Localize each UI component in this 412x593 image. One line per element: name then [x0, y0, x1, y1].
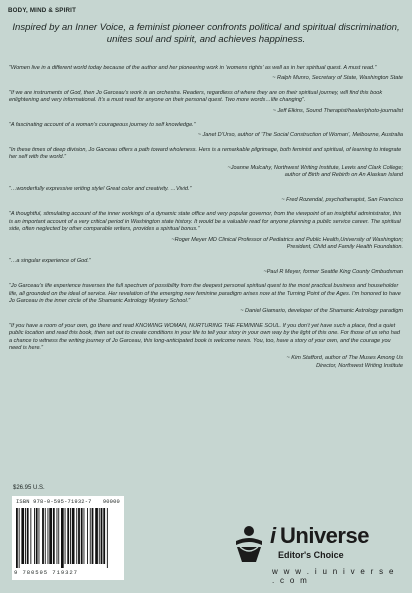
price-code: 90000	[102, 499, 120, 505]
endorsement	[9, 211, 403, 251]
barcode-bar	[99, 508, 100, 564]
barcode-bar	[48, 508, 49, 564]
endorsement-attribution: ~ Kim Stafford, author of The Muses Among Us	[286, 355, 403, 362]
barcode-bar	[87, 508, 88, 564]
endorsement	[9, 283, 403, 316]
endorsement-quote: “If we are instruments of God, then Jo Garceau’s work is an orchestra. Readers, regardless of where they are on their spiritual journey, will find this book enlightening and very informational. It’s a must read for anyone on their personal quest. Two more words…life changing”.	[9, 89, 383, 104]
logo-brand-i: i	[270, 523, 277, 548]
barcode-bar	[67, 508, 69, 564]
endorsement-attribution: ~ Fred Rozendal, psychotherapist, San Francisco	[281, 196, 403, 203]
barcode-bar	[39, 508, 40, 564]
barcode-bar	[103, 508, 105, 564]
barcode-bar	[45, 508, 46, 564]
endorsement-quote: “Jo Garceau’s life experience traverses the full spectrum of possibility from the deepest personal spiritual quest to the most practical business and householder life, all grounded on the ideal of service. Her revelation of the emerging new feminine paradigm arises now at the Turning Point of the Ages. I’m honored to have Jo Garceau in the inner circle of the Shamanic Astrology Mystery School.”	[9, 283, 401, 304]
ean-digits: 9 780595 719327	[14, 569, 78, 576]
barcode-bar	[27, 508, 29, 564]
endorsement-attribution: ~ Jeff Elkins, Sound Therapist/healer/photo-journalist	[272, 107, 403, 114]
endorsement-quote: “If you have a room of your own, go there and read KNOWING WOMAN, NURTURING THE FEMININE SOUL. If you don’t yet have such a place, find a quiet public location and read this book, then set out to create conditions in your life to tell your story in your own way by the light of this one. For those of us who had a chance to witness the writing journey of Jo Garceau, this long-anticipated book is welcome news. You, too, have a story of your own, and the courage you need is here.”	[9, 322, 400, 351]
barcode-bar	[21, 508, 24, 564]
barcode-bar	[16, 508, 18, 568]
barcode-bar	[49, 508, 52, 564]
barcode-bar	[72, 508, 75, 564]
barcode-bar	[76, 508, 77, 564]
barcode-bar	[58, 508, 59, 564]
barcode-bar	[19, 508, 20, 568]
endorsement-quote: “Women live in a different world today because of the author and her pioneering work in ‘womens rights’ as well as in her spiritual quest. A must read.”	[9, 65, 377, 71]
barcode-bar	[101, 508, 103, 564]
endorsement-attribution: ~Paul R Meyer, former Seattle King County Ombudsman	[263, 268, 403, 275]
barcode-bar	[42, 508, 44, 564]
barcode-bar	[84, 508, 85, 564]
endorsement-quote: “A fascinating account of a woman’s courageous journey to self knowledge.”	[9, 122, 196, 129]
endorsement	[9, 258, 403, 276]
endorsement-quote: “In these times of deep division, Jo Garceau offers a path toward wholeness. Hers is a remarkable pilgrimage, both feminist and spiritual, of learning to integrate her self with the world.”	[9, 146, 402, 161]
endorsement-quote: “A thoughtful, stimulating account of the inner workings of a dynamic state office and very popular governor, from the viewpoint of an insightful administrator, this is an important account of a very critical period in Washington state history. It would be a valuable read for anyone planning a public service career. The spiritual side, often neglected by other comparable writers, provides a spiritual bonus.”	[9, 211, 402, 233]
endorsement-attribution: ~Roger Meyer MD Clinical Professor of Pediatrics and Public Health,University of Washington;	[171, 236, 403, 243]
endorsement-attribution: President, Child and Family Health Foundation.	[286, 243, 403, 250]
endorsement	[9, 122, 403, 140]
endorsement-attribution: author of Birth and Rebirth on An Alaskan Island	[284, 172, 403, 179]
barcode-bar	[61, 508, 64, 568]
endorsement-quote: “…a singular experience of God.”	[9, 258, 91, 265]
barcode-bar	[70, 508, 71, 564]
logo-brand-name: Universe	[280, 523, 369, 548]
endorsement-attribution: Director, Northwest Writing Institute	[316, 362, 403, 369]
price: $26.95 U.S.	[13, 485, 45, 491]
barcode-bar	[81, 508, 83, 564]
endorsement-attribution: ~ Janet D’Urso, author of ‘The Social Construction of Woman’, Melbourne, Australia	[197, 132, 403, 139]
barcode-bar	[57, 508, 58, 564]
endorsement-quote: “…wonderfully expressive writing style! Great color and creativity. …Vivid.”	[9, 186, 192, 193]
endorsement	[9, 90, 403, 115]
barcode-bar	[95, 508, 98, 564]
endorsement-attribution: ~ Ralph Munro, Secretary of State, Washington State	[272, 75, 403, 82]
barcode-graphic	[15, 508, 121, 570]
logo-tagline: Editor's Choice	[278, 550, 344, 560]
endorsements	[9, 65, 403, 377]
barcode-bar	[30, 508, 31, 564]
barcode-bar	[65, 508, 66, 564]
publisher-logo	[232, 522, 402, 585]
isbn-text	[16, 499, 120, 505]
isbn-number: ISBN 978-0-595-71932-7	[16, 499, 92, 505]
isbn-barcode-box	[12, 496, 124, 580]
headline: Inspired by an Inner Voice, a feminist pioneer confronts political and spiritual discrimination, unites soul and spirit, and achieves happiness.	[12, 22, 400, 45]
reader-figure-icon	[232, 525, 266, 563]
barcode-bar	[34, 508, 35, 564]
barcode-bar	[53, 508, 55, 564]
barcode-bar	[90, 508, 91, 564]
endorsement-attribution: ~ Daniel Giamario, developer of the Shamanic Astrology paradigm	[240, 308, 403, 315]
endorsement	[9, 65, 403, 83]
endorsement-attribution: ~Joanne Mulcahy, Northwest Writing Institute, Lewis and Clark College;	[227, 164, 403, 171]
barcode-bar	[107, 508, 108, 568]
barcode-bar	[36, 508, 38, 564]
barcode-bar	[92, 508, 94, 564]
endorsement	[9, 186, 403, 204]
barcode-bar	[25, 508, 26, 564]
category-label: BODY, MIND & SPIRIT	[8, 7, 77, 14]
barcode-bar	[78, 508, 80, 564]
endorsement	[9, 323, 403, 370]
publisher-url: w w w . i u n i v e r s e . c o m	[272, 567, 396, 585]
endorsement	[9, 147, 403, 180]
